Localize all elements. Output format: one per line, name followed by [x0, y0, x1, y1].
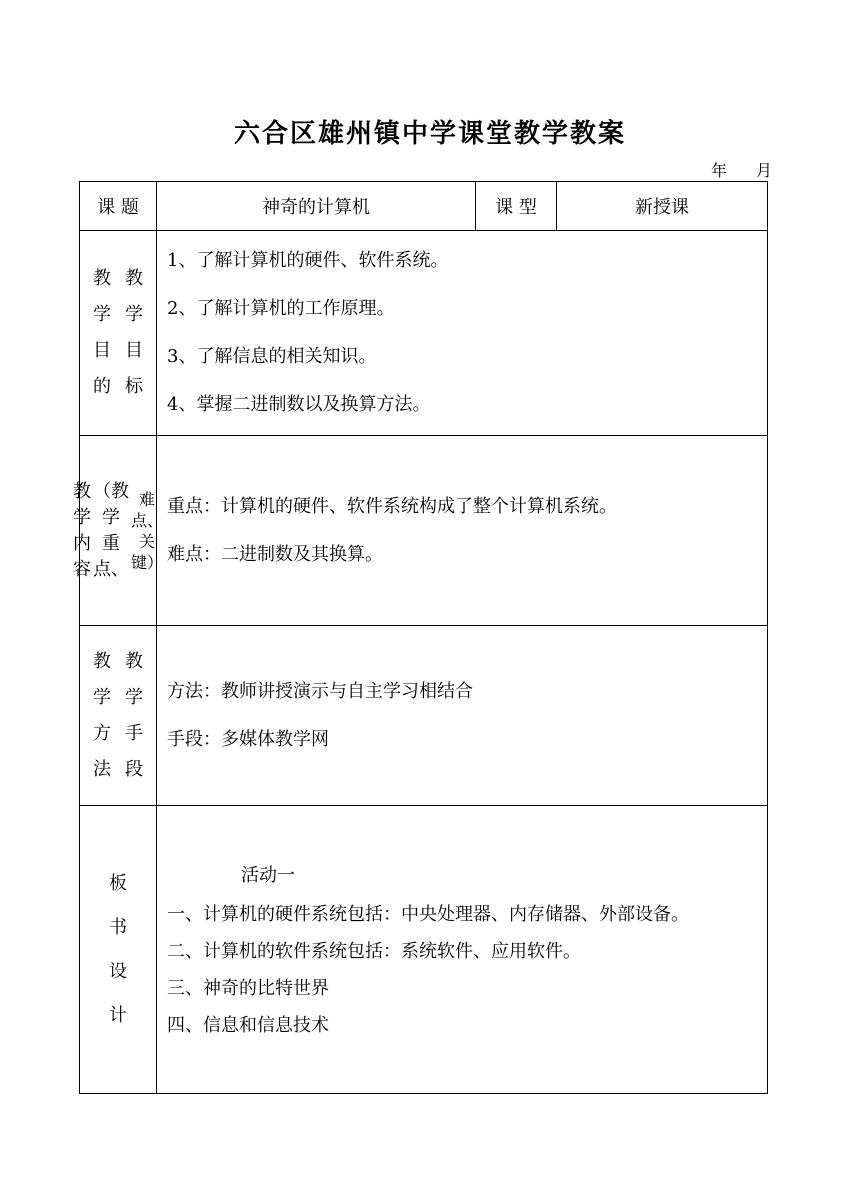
key-points-row — [80, 436, 768, 626]
key-points-label-col2 — [93, 479, 129, 583]
method-item: 手段：多媒体教学网 — [167, 728, 329, 750]
label-char: 点、 — [131, 510, 164, 530]
board-label-col — [109, 862, 127, 1038]
board-item: 四、信息和信息技术 — [167, 1014, 329, 1036]
topic-label: 课 题 — [97, 197, 139, 218]
label-char: 段 — [125, 758, 143, 780]
label-char: 手 — [125, 722, 143, 744]
methods-content — [157, 626, 768, 806]
label-char: 板 — [109, 872, 127, 894]
label-char: 点、 — [93, 558, 129, 580]
methods-label-col2 — [125, 644, 143, 788]
objective-item: 2、了解计算机的工作原理。 — [167, 298, 395, 319]
objectives-label-col2 — [125, 261, 143, 405]
key-points-label-col3 — [131, 489, 163, 573]
label-char: 目 — [125, 340, 143, 361]
board-item: 二、计算机的软件系统包括：系统软件、应用软件。 — [167, 940, 581, 962]
type-label-cell — [476, 182, 557, 231]
label-char: 教 — [125, 268, 143, 289]
key-points-label-cell — [73, 436, 164, 626]
label-char: 重 — [102, 532, 120, 554]
label-char: 学 — [125, 304, 143, 325]
board-row — [80, 806, 768, 1094]
key-points-label-col1 — [73, 479, 91, 583]
date-year-label: 年 — [711, 161, 728, 180]
topic-value: 神奇的计算机 — [262, 197, 370, 218]
key-point-item: 重点：计算机的硬件、软件系统构成了整个计算机系统。 — [167, 495, 617, 517]
objectives-label-cell — [80, 231, 157, 436]
method-item: 方法：教师讲授演示与自主学习相结合 — [167, 680, 473, 702]
methods-row — [80, 626, 768, 806]
label-char: 学 — [93, 304, 111, 325]
label-char: 教 — [93, 650, 111, 672]
label-char: 法 — [93, 758, 111, 780]
label-char: 计 — [109, 1004, 127, 1026]
board-item: 一、计算机的硬件系统包括：中央处理器、内存储器、外部设备。 — [167, 903, 689, 925]
label-char: （教 — [93, 480, 129, 502]
header-row — [80, 182, 768, 231]
page-title: 六合区雄州镇中学课堂教学教案 — [233, 119, 626, 149]
label-char: 标 — [125, 376, 143, 397]
objectives-label-col1 — [93, 261, 111, 405]
label-char: 目 — [93, 340, 111, 361]
objectives-content — [157, 231, 768, 436]
label-char: 难 — [139, 489, 156, 509]
label-char: 学 — [93, 686, 111, 708]
label-char: 书 — [109, 916, 127, 938]
label-char: 教 — [125, 650, 143, 672]
methods-label-cell — [80, 626, 157, 806]
objective-item: 4、掌握二进制数以及换算方法。 — [167, 394, 431, 415]
label-char: 学 — [73, 506, 91, 528]
board-item: 三、神奇的比特世界 — [167, 977, 329, 999]
topic-value-cell — [157, 182, 476, 231]
topic-label-cell — [80, 182, 157, 231]
board-heading: 活动一 — [241, 864, 295, 886]
objective-item: 1、了解计算机的硬件、软件系统。 — [167, 250, 449, 271]
label-char: 教 — [93, 268, 111, 289]
key-points-content — [157, 436, 768, 626]
board-content — [157, 806, 768, 1094]
objectives-row — [80, 231, 768, 436]
methods-label-col1 — [93, 644, 111, 788]
board-label-cell — [80, 806, 157, 1094]
type-label: 课 型 — [495, 197, 537, 218]
objective-item: 3、了解信息的相关知识。 — [167, 346, 377, 367]
type-value: 新授课 — [635, 197, 689, 218]
label-char: 设 — [109, 960, 127, 982]
label-char: 关 — [139, 531, 156, 551]
label-char: 学 — [102, 506, 120, 528]
label-char: 的 — [93, 376, 111, 397]
label-char: 方 — [93, 722, 111, 744]
label-char: 内 — [73, 532, 91, 554]
label-char: 键） — [131, 552, 164, 572]
key-point-item: 难点：二进制数及其换算。 — [167, 543, 383, 565]
type-value-cell — [557, 182, 768, 231]
lesson-plan-table — [73, 181, 768, 1094]
label-char: 教 — [73, 480, 91, 502]
label-char: 容 — [73, 558, 91, 580]
label-char: 学 — [125, 686, 143, 708]
date-month-label: 月 — [756, 161, 773, 180]
